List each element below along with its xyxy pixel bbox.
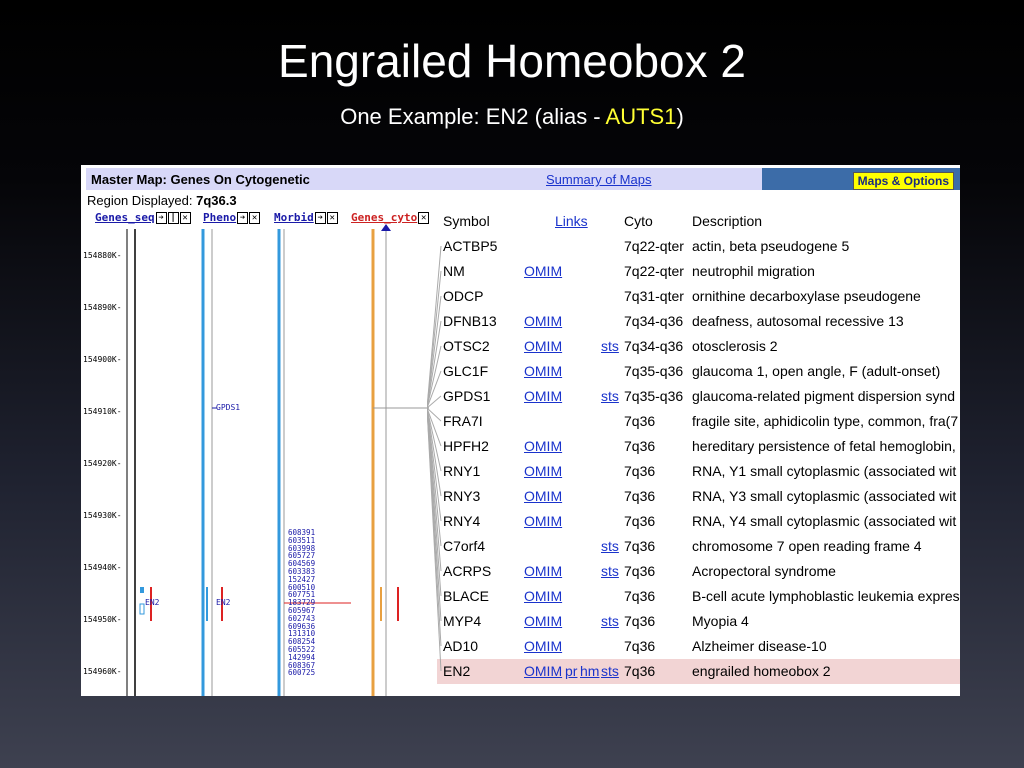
expand-arrow-icon[interactable]: ➔ [315, 212, 326, 224]
table-row [437, 584, 960, 609]
sts-link[interactable]: sts [601, 613, 619, 629]
subtitle-prefix: One Example: EN2 (alias - [340, 104, 606, 129]
gene-symbol: DFNB13 [443, 313, 497, 329]
column-divider-icon: | [168, 212, 179, 224]
ruler-tick-label: 154920K- [83, 459, 122, 468]
morbid-id[interactable]: 183729 [288, 598, 316, 608]
morbid-id[interactable]: 600725 [288, 668, 316, 678]
table-row [437, 234, 960, 259]
morbid-id[interactable]: 609636 [288, 621, 316, 631]
gene-symbol: ACRPS [443, 563, 492, 579]
cyto-band: 7q34-q36 [624, 313, 684, 329]
col-header-links[interactable]: Links [555, 213, 588, 229]
slide-title: Engrailed Homeobox 2 [278, 35, 746, 87]
master-map-header [86, 168, 762, 190]
gene-table [437, 209, 960, 696]
table-row [437, 559, 960, 584]
cyto-band: 7q36 [624, 513, 656, 529]
cyto-band: 7q36 [624, 538, 656, 554]
gene-symbol: C7orf4 [443, 538, 486, 554]
gene-description: RNA, Y1 small cytoplasmic (associated wit [692, 463, 957, 479]
omim-link[interactable]: OMIM [524, 488, 563, 504]
master-map-screenshot [81, 165, 960, 696]
gene-symbol: OTSC2 [443, 338, 490, 354]
row-connector-line [427, 296, 441, 408]
gene-symbol: HPFH2 [443, 438, 489, 454]
morbid-id[interactable]: 607751 [288, 590, 316, 600]
region-displayed [87, 193, 237, 208]
row-connector-line [427, 321, 441, 408]
gene-symbol: BLACE [443, 588, 489, 604]
morbid-id[interactable]: 600510 [288, 582, 316, 592]
gene-symbol: NM [443, 263, 465, 279]
expand-arrow-icon[interactable]: ➔ [156, 212, 167, 224]
omim-link[interactable]: OMIM [524, 313, 563, 329]
cyto-band: 7q36 [624, 638, 656, 654]
ruler-tick-label: 154900K- [83, 355, 122, 364]
gene-symbol: EN2 [443, 663, 471, 679]
en2-pheno-map-label[interactable]: EN2 [216, 598, 231, 607]
gene-symbol: RNY3 [443, 488, 481, 504]
sts-link[interactable]: sts [601, 563, 619, 579]
cyto-band: 7q36 [624, 438, 656, 454]
gene-symbol: GLC1F [443, 363, 489, 379]
table-row [437, 409, 960, 434]
gene-description: engrailed homeobox 2 [692, 663, 831, 679]
morbid-id[interactable]: 604569 [288, 559, 316, 569]
gene-symbol: MYP4 [443, 613, 482, 629]
morbid-id[interactable]: 131310 [288, 629, 316, 639]
morbid-id[interactable]: 603511 [288, 535, 316, 545]
track-name[interactable]: Pheno [203, 211, 237, 224]
gene-symbol: RNY1 [443, 463, 481, 479]
cyto-band: 7q36 [624, 463, 656, 479]
gene-description: RNA, Y3 small cytoplasmic (associated wit [692, 488, 957, 504]
omim-link[interactable]: OMIM [524, 513, 563, 529]
en2-seq-map-label[interactable]: EN2 [145, 598, 160, 607]
omim-link[interactable]: OMIM [524, 388, 563, 404]
ruler-tick-label: 154890K- [83, 303, 122, 312]
table-row [437, 434, 960, 459]
cyto-band: 7q22-qter [624, 263, 684, 279]
genes-cyto-marker-icon [381, 224, 391, 231]
cyto-band: 7q22-qter [624, 238, 684, 254]
morbid-id-list [288, 529, 315, 677]
table-row [437, 309, 960, 334]
table-row [437, 259, 960, 284]
region-label: Region Displayed: [87, 193, 193, 208]
ruler-tick-label: 154960K- [83, 667, 122, 676]
omim-link[interactable]: OMIM [524, 463, 563, 479]
col-header-cyto: Cyto [624, 213, 653, 229]
gene-description: hereditary persistence of fetal hemoglobin, [692, 438, 956, 454]
morbid-id[interactable]: 608391 [288, 528, 316, 537]
row-connector-line [427, 408, 441, 671]
cyto-band: 7q31-qter [624, 288, 684, 304]
ruler-tick-label: 154880K- [83, 251, 122, 260]
col-header-symbol: Symbol [443, 213, 490, 229]
morbid-id[interactable]: 602743 [288, 613, 316, 623]
morbid-id[interactable]: 605967 [288, 605, 316, 615]
gene-description: neutrophil migration [692, 263, 815, 279]
morbid-id[interactable]: 142994 [288, 652, 316, 662]
gene-description: Alzheimer disease-10 [692, 638, 827, 654]
omim-link[interactable]: OMIM [524, 638, 563, 654]
sts-link[interactable]: sts [601, 663, 619, 679]
region-value: 7q36.3 [196, 193, 237, 208]
cyto-band: 7q36 [624, 413, 656, 429]
gene-description: otosclerosis 2 [692, 338, 778, 354]
close-icon[interactable]: ✕ [327, 212, 338, 224]
gene-symbol: ACTBP5 [443, 238, 498, 254]
gene-description: glaucoma 1, open angle, F (adult-onset) [692, 363, 941, 379]
gene-description: ornithine decarboxylase pseudogene [692, 288, 921, 304]
omim-link[interactable]: OMIM [524, 613, 563, 629]
cyto-band: 7q36 [624, 588, 656, 604]
sts-link[interactable]: sts [601, 538, 619, 554]
morbid-id[interactable]: 603383 [288, 566, 316, 576]
close-icon[interactable]: ✕ [249, 212, 260, 224]
omim-link[interactable]: OMIM [524, 263, 563, 279]
gene-description: actin, beta pseudogene 5 [692, 238, 850, 254]
omim-link[interactable]: OMIM [524, 363, 563, 379]
track-name[interactable]: Genes_seq [95, 211, 155, 224]
maps-options-button[interactable]: Maps & Options [853, 172, 954, 190]
options-bar [762, 168, 960, 190]
cyto-band: 7q34-q36 [624, 338, 684, 354]
omim-link[interactable]: OMIM [524, 438, 563, 454]
table-row [437, 384, 960, 409]
table-row [437, 484, 960, 509]
gpds1-map-label[interactable]: GPDS1 [216, 403, 241, 412]
track-name[interactable]: Morbid [274, 211, 314, 224]
sts-link[interactable]: sts [601, 388, 619, 404]
morbid-id[interactable]: 152427 [288, 574, 316, 584]
subtitle-alias: AUTS1 [605, 104, 677, 129]
cyto-band: 7q35-q36 [624, 388, 684, 404]
gene-description: deafness, autosomal recessive 13 [692, 313, 904, 329]
morbid-id[interactable]: 603998 [288, 543, 316, 553]
table-row [437, 459, 960, 484]
morbid-id[interactable]: 608367 [288, 660, 316, 670]
col-header-description: Description [692, 213, 763, 229]
close-icon[interactable]: ✕ [418, 212, 429, 224]
hm-link[interactable]: hm [580, 663, 600, 679]
close-icon[interactable]: ✕ [180, 212, 191, 224]
map-graphic [81, 209, 441, 696]
cyto-band: 7q36 [624, 613, 656, 629]
ruler-tick-label: 154950K- [83, 615, 122, 624]
pr-link[interactable]: pr [565, 663, 578, 679]
table-row [437, 634, 960, 659]
gene-description: fragile site, aphidicolin type, common, fra(7 [692, 413, 959, 429]
gene-description: Myopia 4 [692, 613, 749, 629]
table-row [437, 334, 960, 359]
map-tracks-svg [81, 209, 441, 696]
table-row [437, 534, 960, 559]
gene-description: glaucoma-related pigment dispersion synd [692, 388, 956, 404]
ruler-tick-label: 154910K- [83, 407, 122, 416]
gene-description: chromosome 7 open reading frame 4 [692, 538, 922, 554]
table-row [437, 659, 960, 684]
gene-symbol: FRA7I [443, 413, 483, 429]
omim-link[interactable]: OMIM [524, 338, 563, 354]
table-row [437, 359, 960, 384]
omim-link[interactable]: OMIM [524, 663, 563, 679]
gene-symbol: GPDS1 [443, 388, 491, 404]
ruler-tick-label: 154930K- [83, 511, 122, 520]
en2-seq-box [140, 587, 144, 593]
table-row [437, 509, 960, 534]
gene-description: B-cell acute lymphoblastic leukemia expres [692, 588, 960, 604]
summary-of-maps-link[interactable]: Summary of Maps [546, 172, 652, 187]
omim-link[interactable]: OMIM [524, 588, 563, 604]
gene-symbol: AD10 [443, 638, 479, 654]
en2-seq-box-2 [140, 604, 144, 614]
gene-description: Acropectoral syndrome [692, 563, 836, 579]
row-connectors [427, 209, 447, 696]
subtitle-suffix: ) [676, 104, 684, 129]
master-map-title: Master Map: Genes On Cytogenetic [91, 172, 310, 187]
slide-subtitle [0, 103, 1024, 131]
gene-description: RNA, Y4 small cytoplasmic (associated wit [692, 513, 957, 529]
ruler-tick-label: 154940K- [83, 563, 122, 572]
cyto-band: 7q35-q36 [624, 363, 684, 379]
cyto-band: 7q36 [624, 663, 656, 679]
track-name[interactable]: Genes_cyto [351, 211, 418, 224]
expand-arrow-icon[interactable]: ➔ [237, 212, 248, 224]
omim-link[interactable]: OMIM [524, 563, 563, 579]
cyto-band: 7q36 [624, 563, 656, 579]
morbid-id[interactable]: 605727 [288, 551, 316, 561]
morbid-id[interactable]: 605522 [288, 644, 316, 654]
gene-symbol: RNY4 [443, 513, 481, 529]
morbid-id[interactable]: 608254 [288, 637, 316, 647]
cyto-band: 7q36 [624, 488, 656, 504]
sts-link[interactable]: sts [601, 338, 619, 354]
gene-symbol: ODCP [443, 288, 484, 304]
table-row [437, 609, 960, 634]
table-row [437, 284, 960, 309]
